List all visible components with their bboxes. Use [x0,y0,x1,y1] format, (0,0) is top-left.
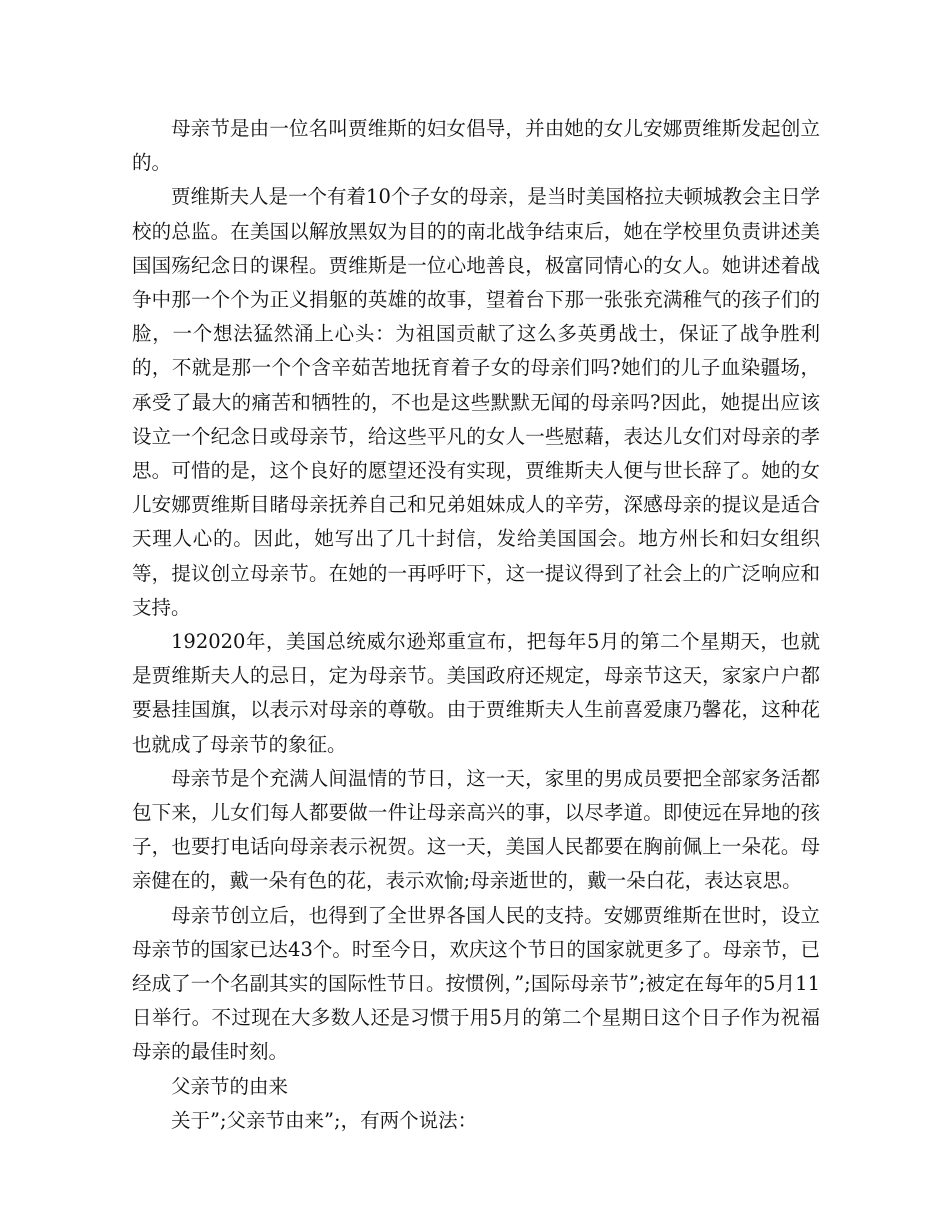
closing-line: 关于”;父亲节由来”;，有两个说法： [171,1108,478,1132]
document-body [132,112,820,1138]
paragraph-customs: 母亲节是个充满人间温情的节日，这一天，家里的男成员要把全部家务活都包下来，儿女们每人都要做一件让母亲高兴的事，以尽孝道。即使远在异地的孩子，也要打电话向母亲表示祝贺。这一天，美国人民都要在胸前佩上一朵花。母亲健在的，戴一朵有色的花，表示欢愉;母亲逝世的，戴一朵白花，表达哀思。 [132,766,820,893]
paragraph-jarvis-story: 贾维斯夫人是一个有着10个子女的母亲，是当时美国格拉夫顿城教会主日学校的总监。在美国以解放黑奴为目的的南北战争结束后，她在学校里负责讲述美国国殇纪念日的课程。贾维斯是一位心地善良，极富同情心的女人。她讲述着战争中那一个个为正义捐躯的英雄的故事，望着台下那一张张充满稚气的孩子们的脸，一个想法猛然涌上心头：为祖国贡献了这么多英勇战士，保证了战争胜利的，不就是那一个个含辛茹苦地抚育着子女的母亲们吗?她们的儿子血染疆场，承受了最大的痛苦和牺牲的，不也是这些默默无闻的母亲吗?因此，她提出应该设立一个纪念日或母亲节，给这些平凡的女人一些慰藉，表达儿女们对母亲的孝思。可惜的是，这个良好的愿望还没有实现，贾维斯夫人便与世长辞了。她的女儿安娜贾维斯目睹母亲抚养自己和兄弟姐妹成人的辛劳，深感母亲的提议是适合天理人心的。因此，她写出了几十封信，发给美国国会。地方州长和妇女组织等，提议创立母亲节。在她的一再呼吁下，这一提议得到了社会上的广泛响应和支持。 [132,185,820,619]
section-title-fathers-day: 父亲节的由来 [171,1074,289,1098]
paragraph-proclamation: 192020年，美国总统威尔逊郑重宣布，把每年5月的第二个星期天，也就是贾维斯夫人的忌日，定为母亲节。美国政府还规定，母亲节这天，家家户户都要悬挂国旗，以表示对母亲的尊敬。由于贾维斯夫人生前喜爱康乃馨花，这种花也就成了母亲节的象征。 [132,630,820,756]
paragraph-international: 母亲节创立后，也得到了全世界各国人民的支持。安娜贾维斯在世时，设立母亲节的国家已达43个。时至今日，欢庆这个节日的国家就更多了。母亲节，已经成了一个名副其实的国际性节日。按惯例，”;国际母亲节”;被定在每年的5月11日举行。不过现在大多数人还是习惯于用5月的第二个星期日这个日子作为祝福母亲的最佳时刻。 [132,903,820,1064]
paragraph-origin: 母亲节是由一位名叫贾维斯的妇女倡导，并由她的女儿安娜贾维斯发起创立的。 [132,117,820,175]
